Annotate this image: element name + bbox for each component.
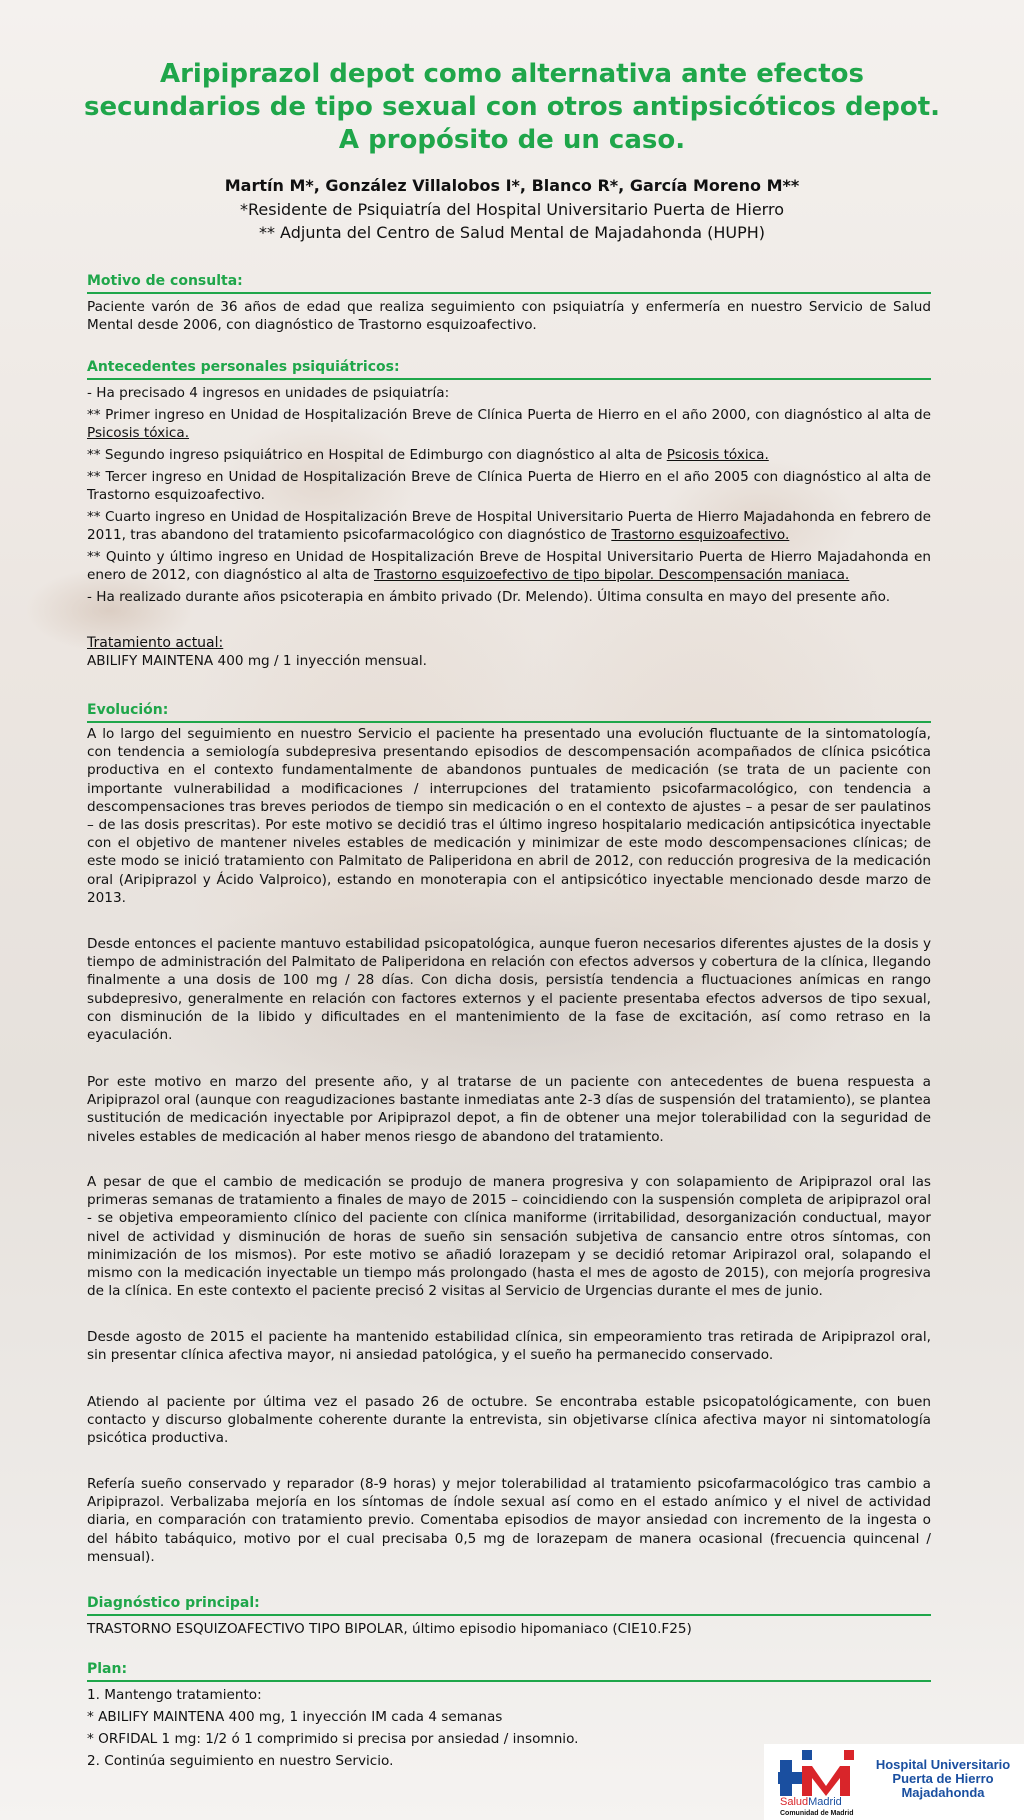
ingreso-text: ** Segundo ingreso psiquiátrico en Hospital de Edimburgo con diagnóstico al alta de [87,447,667,463]
evolucion-paragraph-7: Refería sueño conservado y reparador (8-9 horas) y mejor tolerabilidad al tratamiento psicofarmacológico tras cambio a Aripiprazol. Verbalizaba mejoría en los síntomas de índole sexual así como en el estado anímico y el nivel de actividad diaria, en comparación con tratamiento previo. Comentaba episodios de mayor ansiedad con incremento de la ingesta o del hábito tabáquico, motivo por el cual precisaba 0,5 mg de lorazepam de manera ocasional (frecuencia quincenal / mensual). [87,1476,931,1565]
section-evolucion [87,701,931,727]
evolucion-paragraph-1: A lo largo del seguimiento en nuestro Servicio el paciente ha presentado una evolución fluctuante de la sintomatología, con tendencia a semiología subdepresiva presentando episodios de descompensación acompañados de clínica psicótica productiva en el contexto fundamentalmente de abandonos puntuales de medicación (se trata de un paciente con importante vulnerabilidad a modificaciones / interrupciones del tratamiento psicofarmacológico, con tendencia a descompensaciones tras breves periodos de tiempo sin medicación o en el contexto de ajustes – a pesar de ser paulatinos – de las dosis prescritas). Por este motivo se decidió tras el último ingreso hospitalario medicación antipsicótica inyectable con el objetivo de mantener niveles estables de medicación y minimizar de este modo descompensaciones clínicas; de este modo se inició tratamiento con Palmitato de Paliperidona en abril de 2012, con reducción progresiva de la medicación oral (Aripiprazol y Ácido Valproico), estando en monoterapia con el antipsicótico inyectable mencionado desde marzo de 2013. [87,726,931,906]
evolucion-paragraph-2: Desde entonces el paciente mantuvo estabilidad psicopatológica, aunque fueron necesarios diferentes ajustes de la dosis y tiempo de administración del Palmitato de Paliperidona en relación con efectos adversos y cobertura de la clínica, llegando finalmente a una dosis de 100 mg / 28 días. Con dicha dosis, persistía tendencia a fluctuaciones anímicas en rango subdepresivo, generalmente en relación con factores externos y el paciente presentaba efectos adversos de tipo sexual, con disminución de la libido y dificultades en el mantenimiento de la fase de excitación, así como retraso en la eyaculación. [87,936,931,1044]
poster-title [60,58,964,157]
salud-word: Salud [780,1796,809,1808]
salud-madrid-wordmark [780,1796,842,1808]
evolucion-paragraph-6: Atiendo al paciente por última vez el pasado 26 de octubre. Se encontraba estable psicopatológicamente, con buen contacto y discurso globalmente coherente durante la entrevista, sin objetivarse clínica afectiva mayor ni sintomatología psicótica productiva. [87,1394,931,1447]
ingreso-text: ** Quinto y último ingreso en Unidad de Hospitalización Breve de Hospital Universitario Puerta de Hierro Majadahonda en enero de 2012, con diagnóstico al alta de [87,549,931,583]
section-heading: Plan: [87,1660,931,1682]
ingreso-1 [87,406,931,442]
evolucion-paragraph-4: A pesar de que el cambio de medicación se produjo de manera progresiva y con solapamiento de Aripiprazol oral las primeras semanas de tratamiento a finales de mayo de 2015 – coincidiendo con la suspensión completa de aripiprazol oral - se objetiva empeoramiento clínico del paciente con clínica maniforme (irritabilidad, desorganización conductual, mayor nivel de actividad y disminución de horas de sueño sin sensación subjetiva de cansancio entre otros síntomas, con minimización de los mismos). Por este motivo se añadió lorazepam y se decidió retomar Aripirazol oral, solapando el mismo con la medicación inyectable un tiempo más prolongado (hasta el mes de agosto de 2015), con mejoría progresiva de la clínica. En este contexto el paciente precisó 2 visitas al Servicio de Urgencias durante el mes de junio. [87,1174,931,1300]
ingreso-text: ** Primer ingreso en Unidad de Hospitalización Breve de Clínica Puerta de Hierro en el año 2000, con diagnóstico al alta de [87,407,931,423]
authors: Martín M*, González Villalobos I*, Blanco R*, García Moreno M** [224,176,800,195]
section-heading: Evolución: [87,701,931,723]
title-line: Aripiprazol depot como alternativa ante efectos [159,59,864,89]
hospital-name-line: Majadahonda [901,1785,985,1800]
hospital-name [868,1758,1018,1800]
ingreso-3: ** Tercer ingreso en Unidad de Hospitalización Breve de Clínica Puerta de Hierro en el año 2005 con diagnóstico al alta de Trastorno esquizoafectivo. [87,469,931,503]
ingreso-4 [87,508,931,544]
title-line: A propósito de un caso. [338,125,686,155]
plan-item: * ABILIFY MAINTENA 400 mg, 1 inyección IM cada 4 semanas [87,1709,503,1725]
madrid-word: Madrid [808,1796,842,1808]
title-line: secundarios de tipo sexual con otros antipsicóticos depot. [83,92,941,122]
diagnostico-text: TRASTORNO ESQUIZOAFECTIVO TIPO BIPOLAR, último episodio hipomaniaco (CIE10.F25) [87,1621,692,1637]
hospital-name-line: Puerta de Hierro [892,1771,994,1786]
evolucion-paragraph-3: Por este motivo en marzo del presente año, y al tratarse de un paciente con antecedentes de buena respuesta a Aripiprazol oral (aunque con reagudizaciones bastante inmediatas ante 2-3 días de suspensión del tratamiento), se plantea sustitución de medicación inyectable por Aripiprazol depot, a fin de obtener una mejor tolerabilidad con la seguridad de niveles estables de medicación al haber menos riesgo de abandono del tratamiento. [87,1074,931,1145]
plan-item: * ORFIDAL 1 mg: 1/2 ó 1 comprimido si precisa por ansiedad / insomnio. [87,1731,579,1747]
tratamiento-text: ABILIFY MAINTENA 400 mg / 1 inyección mensual. [87,653,428,669]
affiliation-adjunta: ** Adjunta del Centro de Salud Mental de Majadahonda (HUPH) [258,223,766,242]
ingreso-diagnosis: Psicosis tóxica. [666,447,769,463]
section-motivo [87,272,931,334]
antecedentes-intro: - Ha precisado 4 ingresos en unidades de psiquiatría: [87,385,450,401]
plan-item: 1. Mantengo tratamiento: [87,1687,262,1703]
section-diagnostico [87,1594,931,1642]
motivo-text: Paciente varón de 36 años de edad que realiza seguimiento con psiquiatría y enfermería en nuestro Servicio de Salud Mental desde 2006, con diagnóstico de Trastorno esquizoafectivo. [87,299,931,334]
section-antecedentes [87,358,931,610]
ingreso-5 [87,548,931,584]
ingreso-2 [87,446,931,464]
affiliation-residente: *Residente de Psiquiatría del Hospital Universitario Puerta de Hierro [240,200,784,219]
hospital-logo [764,1744,1024,1820]
section-tratamiento [87,634,931,674]
ingreso-diagnosis: Trastorno esquizoafectivo. [611,527,790,543]
ingreso-diagnosis: Trastorno esquizoefectivo de tipo bipolar. Descompensación maniaca. [373,567,850,583]
section-heading: Diagnóstico principal: [87,1594,931,1616]
ingreso-text: ** Cuarto ingreso en Unidad de Hospitalización Breve de Hospital Universitario Puerta de Hierro Majadahonda en febrero de 2011, tras abandono del tratamiento psicofarmacológico con diagnóstico de [87,509,931,543]
comunidad-label: Comunidad de Madrid [780,1810,854,1817]
plan-item: 2. Continúa seguimiento en nuestro Servicio. [87,1753,394,1769]
psicoterapia-text: - Ha realizado durante años psicoterapia en ámbito privado (Dr. Melendo). Última consulta en mayo del presente año. [87,589,891,605]
section-heading: Tratamiento actual: [87,635,224,651]
evolucion-paragraph-5: Desde agosto de 2015 el paciente ha mantenido estabilidad clínica, sin empeoramiento tras retirada de Aripiprazol oral, sin presentar clínica afectiva mayor, ni ansiedad patológica, y el sueño ha permanecido conservado. [87,1329,931,1364]
ingreso-diagnosis: Psicosis tóxica. [87,425,190,441]
hospital-name-line: Hospital Universitario [875,1757,1011,1772]
section-heading: Antecedentes personales psiquiátricos: [87,358,931,380]
section-heading: Motivo de consulta: [87,272,931,294]
